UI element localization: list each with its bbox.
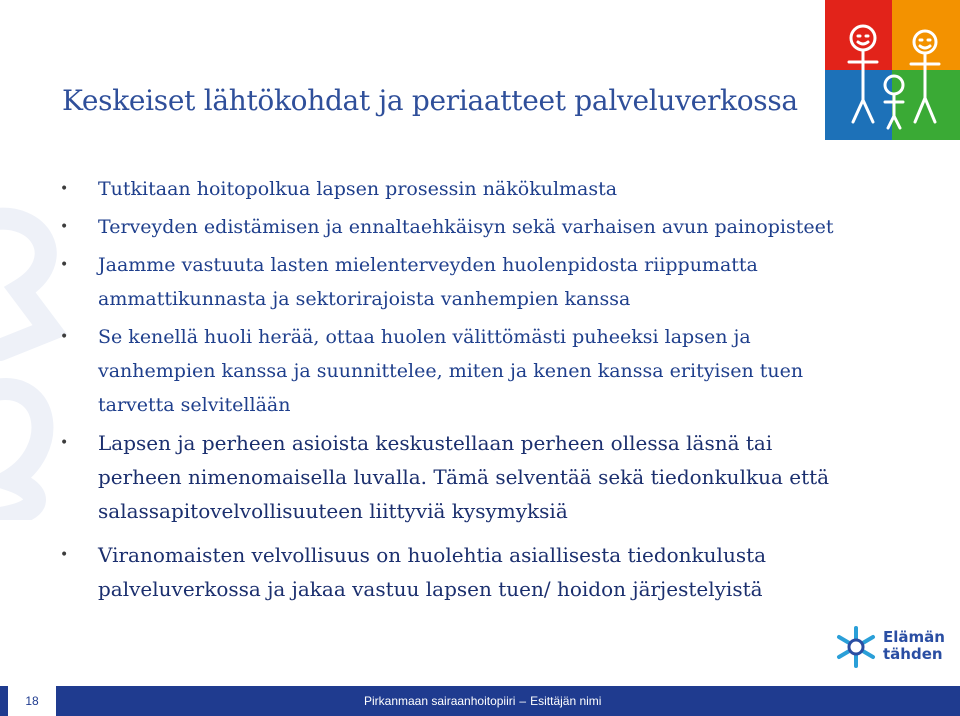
bullet-text: Tutkitaan hoitopolkua lapsen prosessin näkökulmasta (98, 178, 618, 200)
brand-line-2: tähden (883, 645, 943, 663)
footer-organization: Pirkanmaan sairaanhoitopiiri (364, 694, 516, 708)
bullet-marker: • (60, 547, 69, 563)
bullet-marker: • (60, 181, 69, 197)
children-logo (825, 0, 960, 140)
bullet-text: Lapsen ja perheen asioista keskustellaan perheen ollessa läsnä tai perheen nimenomaisella luvalla. Tämä selventää sekä tiedonkulkua että salassapitovelvollisuuteen liittyviä kysymyksiä (98, 431, 830, 523)
bullet-item (60, 426, 850, 528)
footer-separator: – (519, 694, 527, 708)
bullet-item (60, 210, 850, 244)
star-of-life-icon (834, 624, 878, 670)
bullet-marker: • (60, 219, 69, 235)
page-number: 18 (8, 686, 56, 716)
bullet-item (60, 172, 850, 206)
bullet-text: Terveyden edistämisen ja ennaltaehkäisyn sekä varhaisen avun painopisteet (98, 216, 834, 238)
footer-bar (0, 686, 960, 716)
brand-wordmark (883, 629, 945, 663)
bullet-marker: • (60, 435, 69, 451)
bullet-marker: • (60, 329, 69, 345)
bullet-marker: • (60, 257, 69, 273)
bullet-text: Jaamme vastuuta lasten mielenterveyden huolenpidosta riippumatta ammattikunnasta ja sektorirajoista vanhempien kanssa (98, 254, 758, 310)
bullet-text: Se kenellä huoli herää, ottaa huolen välittömästi puheeksi lapsen ja vanhempien kanssa ja suunnittelee, miten ja kenen kanssa erityisen tuen tarvetta selvitellään (98, 326, 804, 416)
slide-title: Keskeiset lähtökohdat ja periaatteet palveluverkossa (62, 84, 798, 117)
footer-caption (364, 694, 601, 708)
bullet-item (60, 538, 850, 606)
bullet-text: Viranomaisten velvollisuus on huolehtia asiallisesta tiedonkulusta palveluverkossa ja jakaa vastuu lapsen tuen/ hoidon järjestelyistä (98, 543, 767, 601)
footer-presenter: Esittäjän nimi (530, 694, 602, 708)
brand-line-1: Elämän (883, 628, 945, 646)
bullet-item (60, 320, 850, 422)
brand-logo (834, 624, 954, 670)
bullet-list (60, 172, 850, 606)
logo-square-blue (825, 70, 892, 140)
bullet-item (60, 248, 850, 316)
